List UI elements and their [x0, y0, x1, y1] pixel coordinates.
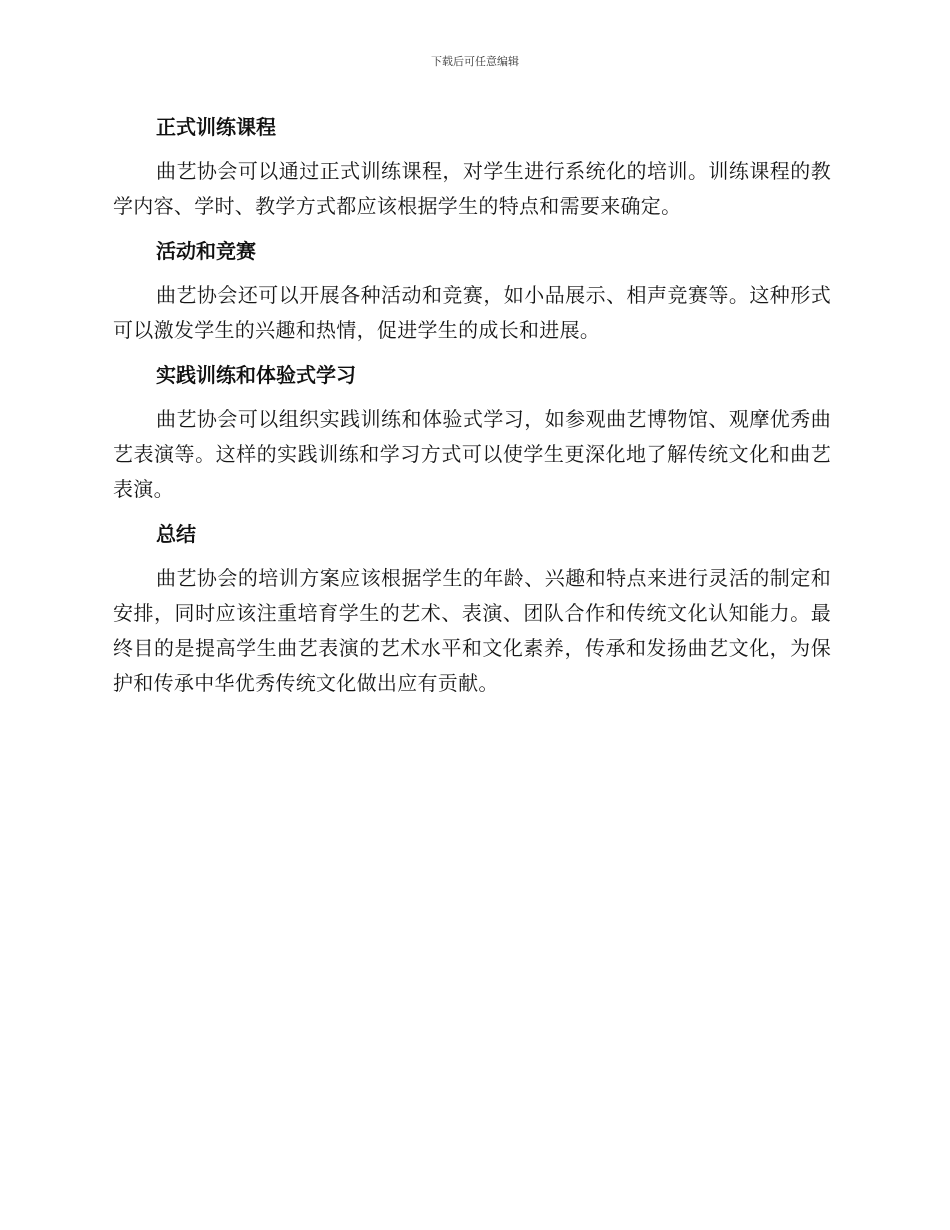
- section-summary: [113, 517, 831, 701]
- page-header: 下载后可任意编辑: [431, 55, 519, 68]
- section-formal-training: [113, 110, 831, 224]
- section-paragraph: 曲艺协会可以组织实践训练和体验式学习，如参观曲艺博物馆、观摩优秀曲艺表演等。这样的实践训练和学习方式可以使学生更深化地了解传统文化和曲艺表演。: [113, 407, 831, 501]
- section-heading: 正式训练课程: [156, 115, 276, 139]
- section-heading: 活动和竞赛: [156, 239, 256, 263]
- document-body: [113, 110, 831, 711]
- section-paragraph: 曲艺协会还可以开展各种活动和竞赛，如小品展示、相声竞赛等。这种形式可以激发学生的兴趣和热情，促进学生的成长和进展。: [113, 283, 831, 342]
- section-paragraph: 曲艺协会的培训方案应该根据学生的年龄、兴趣和特点来进行灵活的制定和安排，同时应该注重培育学生的艺术、表演、团队合作和传统文化认知能力。最终目的是提高学生曲艺表演的艺术水平和文化素养，传承和发扬曲艺文化，为保护和传承中华优秀传统文化做出应有贡献。: [113, 566, 831, 695]
- section-paragraph: 曲艺协会可以通过正式训练课程，对学生进行系统化的培训。训练课程的教学内容、学时、教学方式都应该根据学生的特点和需要来确定。: [113, 159, 831, 218]
- section-activities-competitions: [113, 234, 831, 348]
- section-practice-learning: [113, 358, 831, 507]
- section-heading: 总结: [156, 522, 196, 546]
- section-heading: 实践训练和体验式学习: [156, 363, 356, 387]
